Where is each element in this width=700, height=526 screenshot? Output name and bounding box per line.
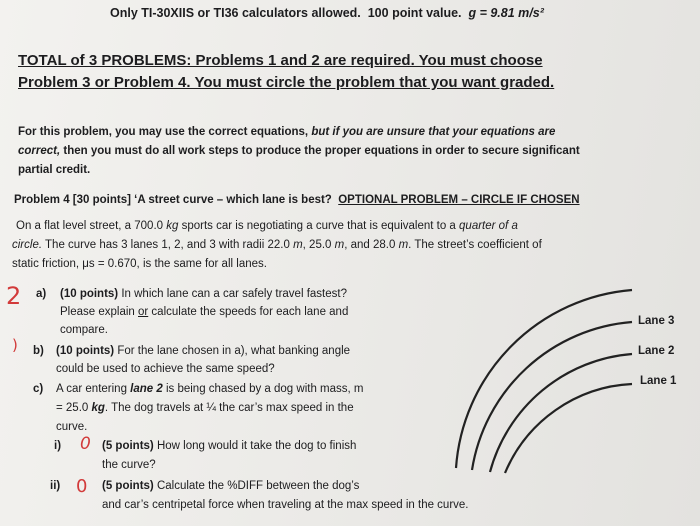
question-b-line-2: could be used to achieve the same speed? [56,363,275,375]
problem-para-2 [12,239,542,251]
p1d: quarter of a [459,220,518,232]
question-a-text-1: In which lane can a car safely travel fastest? [118,288,347,300]
intro-line-2 [18,145,580,157]
qc1c: is being chased by a dog with mass, m [162,383,364,395]
gravity-value: g = 9.81 m/s² [468,6,544,20]
question-b-text-1: For the lane chosen in a), what banking angle [114,345,351,357]
exam-header [110,6,544,20]
question-c-line-3: curve. [56,421,88,433]
qc2c: . The dog travels at ¼ the car’s max speed in the [104,402,354,414]
question-b-label: b) [33,345,44,357]
total-line-1: TOTAL of 3 PROBLEMS: Problems 1 and 2 are required. You must choose [18,52,543,69]
question-cii-label: ii) [50,480,61,492]
problem-para-1 [16,220,518,232]
intro-line-1a: For this problem, you may use the correct equations, [18,126,312,138]
question-a-line-2 [60,306,348,318]
question-a-points: (10 points) [60,288,119,300]
total-line-2: Problem 3 or Problem 4. You must circle the problem that you want graded. [18,74,555,91]
qc2b: kg [91,402,105,414]
lane-2-label: Lane 2 [638,345,675,357]
question-a-line-1 [60,288,347,300]
question-ci-points: (5 points) [102,440,154,452]
question-a-label: a) [36,288,47,300]
inner-edge-arc [505,384,632,473]
question-b-points: (10 points) [56,345,115,357]
question-a-line-3: compare. [60,324,108,336]
intro-line-2a: correct, [18,145,61,157]
p1b: kg [166,220,179,232]
handwritten-mark-a: 2 [6,282,22,310]
p2a: circle. [12,239,43,251]
qa2b: or [138,306,149,318]
handwritten-mark-cii: 0 [76,476,88,497]
lane-3-label: Lane 3 [638,315,675,327]
question-cii-line-1 [102,480,359,492]
optional-notice: OPTIONAL PROBLEM – CIRCLE IF CHOSEN [338,194,580,206]
p2c: m [293,239,303,251]
lane-3-arc [456,290,632,468]
lane-curve-diagram [420,280,650,480]
qa2c: calculate the speeds for each lane and [148,306,349,318]
question-cii-text-1: Calculate the %DIFF between the dog’s [153,480,360,492]
question-ci-line-1 [102,440,356,452]
question-c-label: c) [33,383,44,395]
qc2a: = 25.0 [56,402,92,414]
p2e: m [334,239,345,251]
qc1b: lane 2 [130,383,163,395]
handwritten-mark-b: ) [12,336,18,354]
p2h: . The street’s coefficient of [408,239,542,251]
problem-title-text: Problem 4 [30 points] ‘A street curve – which lane is best? [14,194,332,206]
p1c: sports car is negotiating a curve that is equivalent to a [178,220,460,232]
problem-title [14,194,580,206]
intro-line-2b: then you must do all work steps to produce the proper equations in order to secure significant [60,145,580,157]
intro-line-1 [18,126,555,138]
intro-line-1b: but if you are unsure that your equations are [311,126,556,138]
point-value: 100 point value. [367,6,462,20]
calculator-rule: Only TI-30XIIS or TI36 calculators allowed. [110,6,361,20]
lane-1-arc [490,354,632,472]
question-cii-line-2: and car’s centripetal force when traveling at the max speed in the curve. [102,499,469,511]
question-c-line-2 [56,402,354,414]
question-ci-line-2: the curve? [102,459,156,471]
question-b-line-1 [56,345,350,357]
question-ci-text-1: How long would it take the dog to finish [153,440,357,452]
problem-para-3: static friction, μs = 0.670, is the same for all lanes. [12,258,267,270]
question-c-line-1 [56,383,363,395]
question-ci-label: i) [54,440,62,452]
p2d: , 25.0 [302,239,335,251]
lane-1-label: Lane 1 [640,375,677,387]
qc1a: A car entering [56,383,131,395]
p2g: m [398,239,409,251]
intro-line-3: partial credit. [18,164,91,176]
p1a: On a flat level street, a 700.0 [16,220,167,232]
lane-2-arc [472,322,632,470]
handwritten-mark-ci: 0 [80,434,91,454]
p2f: , and 28.0 [344,239,399,251]
question-cii-points: (5 points) [102,480,154,492]
p2b: The curve has 3 lanes 1, 2, and 3 with radii 22.0 [42,239,294,251]
qa2a: Please explain [60,306,138,318]
